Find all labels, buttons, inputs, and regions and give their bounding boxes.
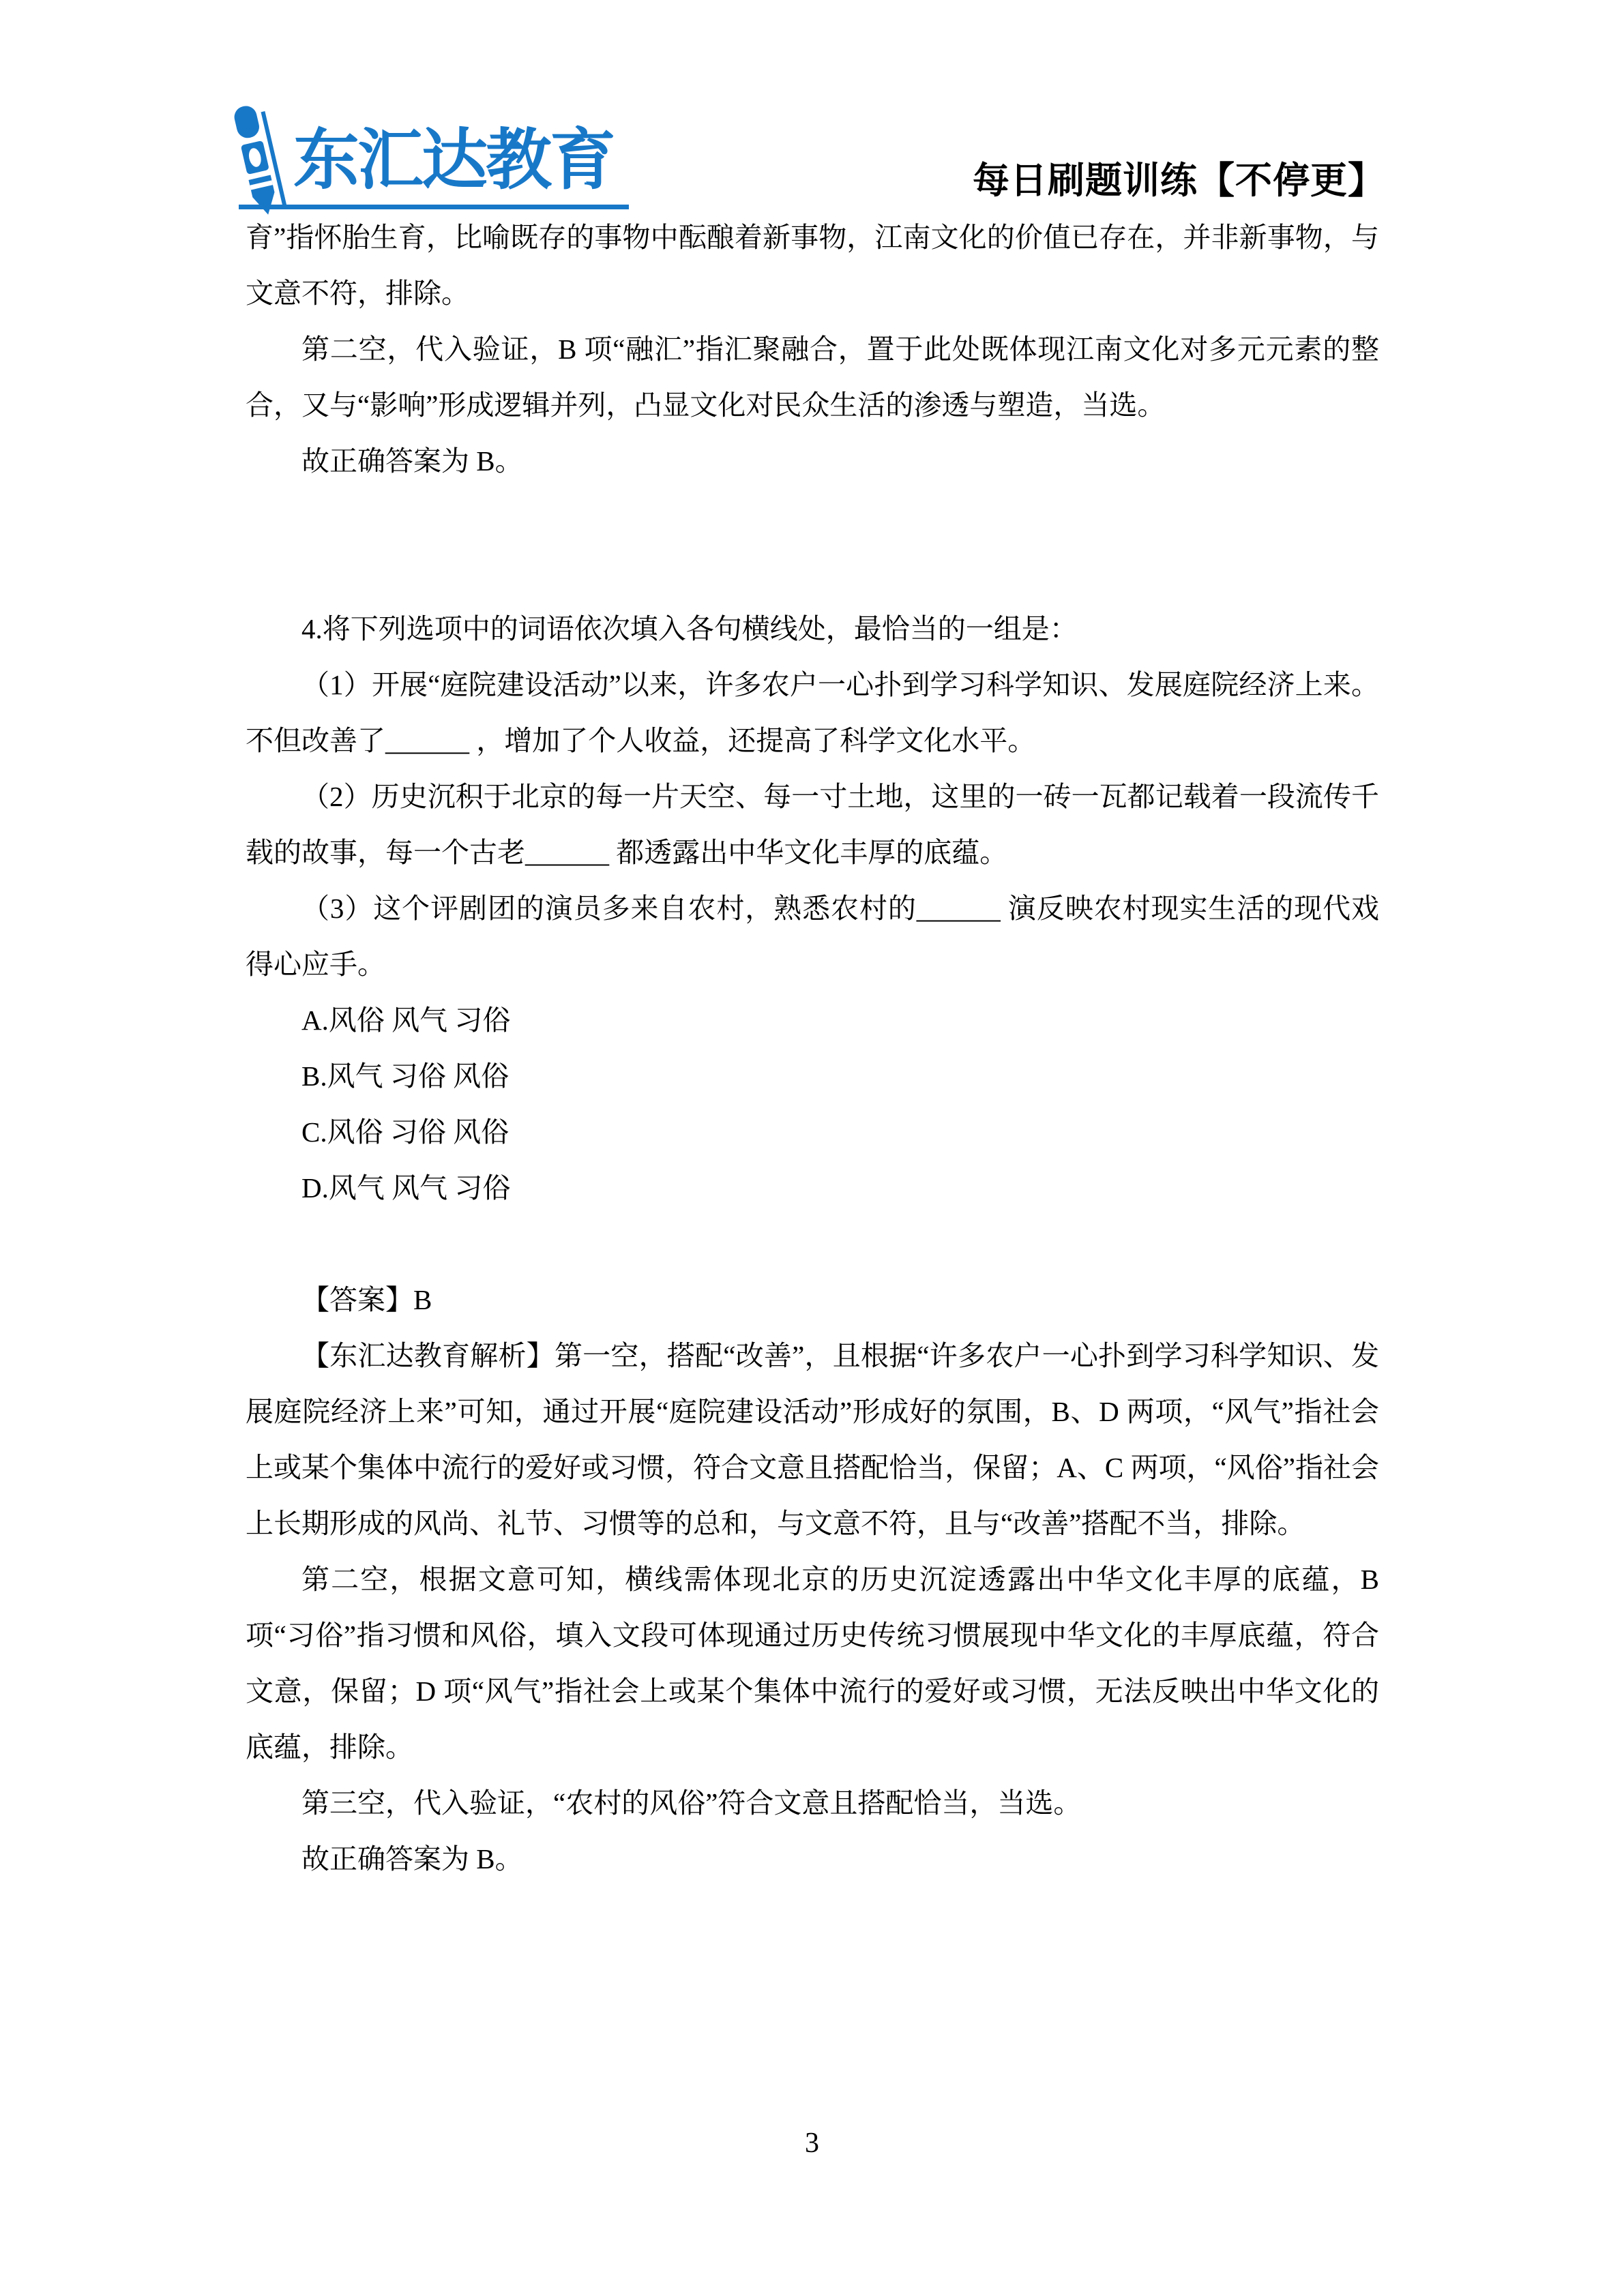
paragraph: D.风气 风气 习俗: [301, 1172, 511, 1204]
paragraph: 故正确答案为 B。: [301, 445, 523, 477]
paragraph: A.风俗 风气 习俗: [301, 1004, 511, 1036]
paragraph: 故正确答案为 B。: [301, 1843, 523, 1875]
header-tagline: 每日刷题训练【不停更】: [973, 160, 1385, 201]
paragraph: 第二空，代入验证，B 项“融汇”指汇聚融合，置于此处既体现江南文化对多元元素的整合，又与“影响”形成逻辑并列，凸显文化对民众生活的渗透与塑造，当选。: [246, 333, 1379, 421]
paragraph: 第三空，代入验证，“农村的风俗”符合文意且搭配恰当，当选。: [301, 1787, 1082, 1819]
paragraph: 4.将下列选项中的词语依次填入各句横线处，最恰当的一组是：: [301, 613, 1078, 644]
paragraph: C.风俗 习俗 风俗: [301, 1116, 510, 1148]
paragraph: 【东汇达教育解析】第一空，搭配“改善”，且根据“许多农户一心扑到学习科学知识、发展庭院经济上来”可知，通过开展“庭院建设活动”形成好的氛围，B、D 两项，“风气”指社会上或某个集体中流行的爱好或习惯，符合文意且搭配恰当，保留；A、C 两项，“风俗”指社会上长期形成的风尚、礼节、习惯等的总和，与文意不符，且与“改善”搭配不当，排除。: [246, 1340, 1379, 1539]
paragraph-spacer: [246, 1216, 1379, 1272]
paragraph: （3）这个评剧团的演员多来自农村，熟悉农村的______ 演反映农村现实生活的现代戏得心应手。: [246, 893, 1379, 980]
paragraph: （2）历史沉积于北京的每一片天空、每一寸土地，这里的一砖一瓦都记载着一段流传千载的故事，每一个古老______ 都透露出中华文化丰厚的底蕴。: [246, 781, 1379, 868]
page-number: 3: [805, 2128, 819, 2159]
paragraph: 【答案】B: [301, 1284, 432, 1315]
brand-name: 东汇达教育: [293, 123, 614, 197]
paragraph: 育”指怀胎生育，比喻既存的事物中酝酿着新事物，江南文化的价值已存在，并非新事物，与文意不符，排除。: [246, 222, 1379, 309]
logo-underline: [239, 205, 629, 209]
page-header: [246, 102, 1385, 218]
document-body: [246, 209, 1379, 1887]
paragraph-spacer: [246, 489, 1379, 601]
paragraph: 第二空，根据文意可知，横线需体现北京的历史沉淀透露出中华文化丰厚的底蕴，B 项“习俗”指习惯和风俗，填入文段可体现通过历史传统习惯展现中华文化的丰厚底蕴，符合文意，保留；D 项“风气”指社会上或某个集体中流行的爱好或习惯，无法反映出中华文化的底蕴，排除。: [246, 1564, 1379, 1763]
paragraph: （1）开展“庭院建设活动”以来，许多农户一心扑到学习科学知识、发展庭院经济上来。不但改善了______ ，增加了个人收益，还提高了科学文化水平。: [246, 669, 1379, 756]
paragraph: B.风气 习俗 风俗: [301, 1060, 510, 1092]
